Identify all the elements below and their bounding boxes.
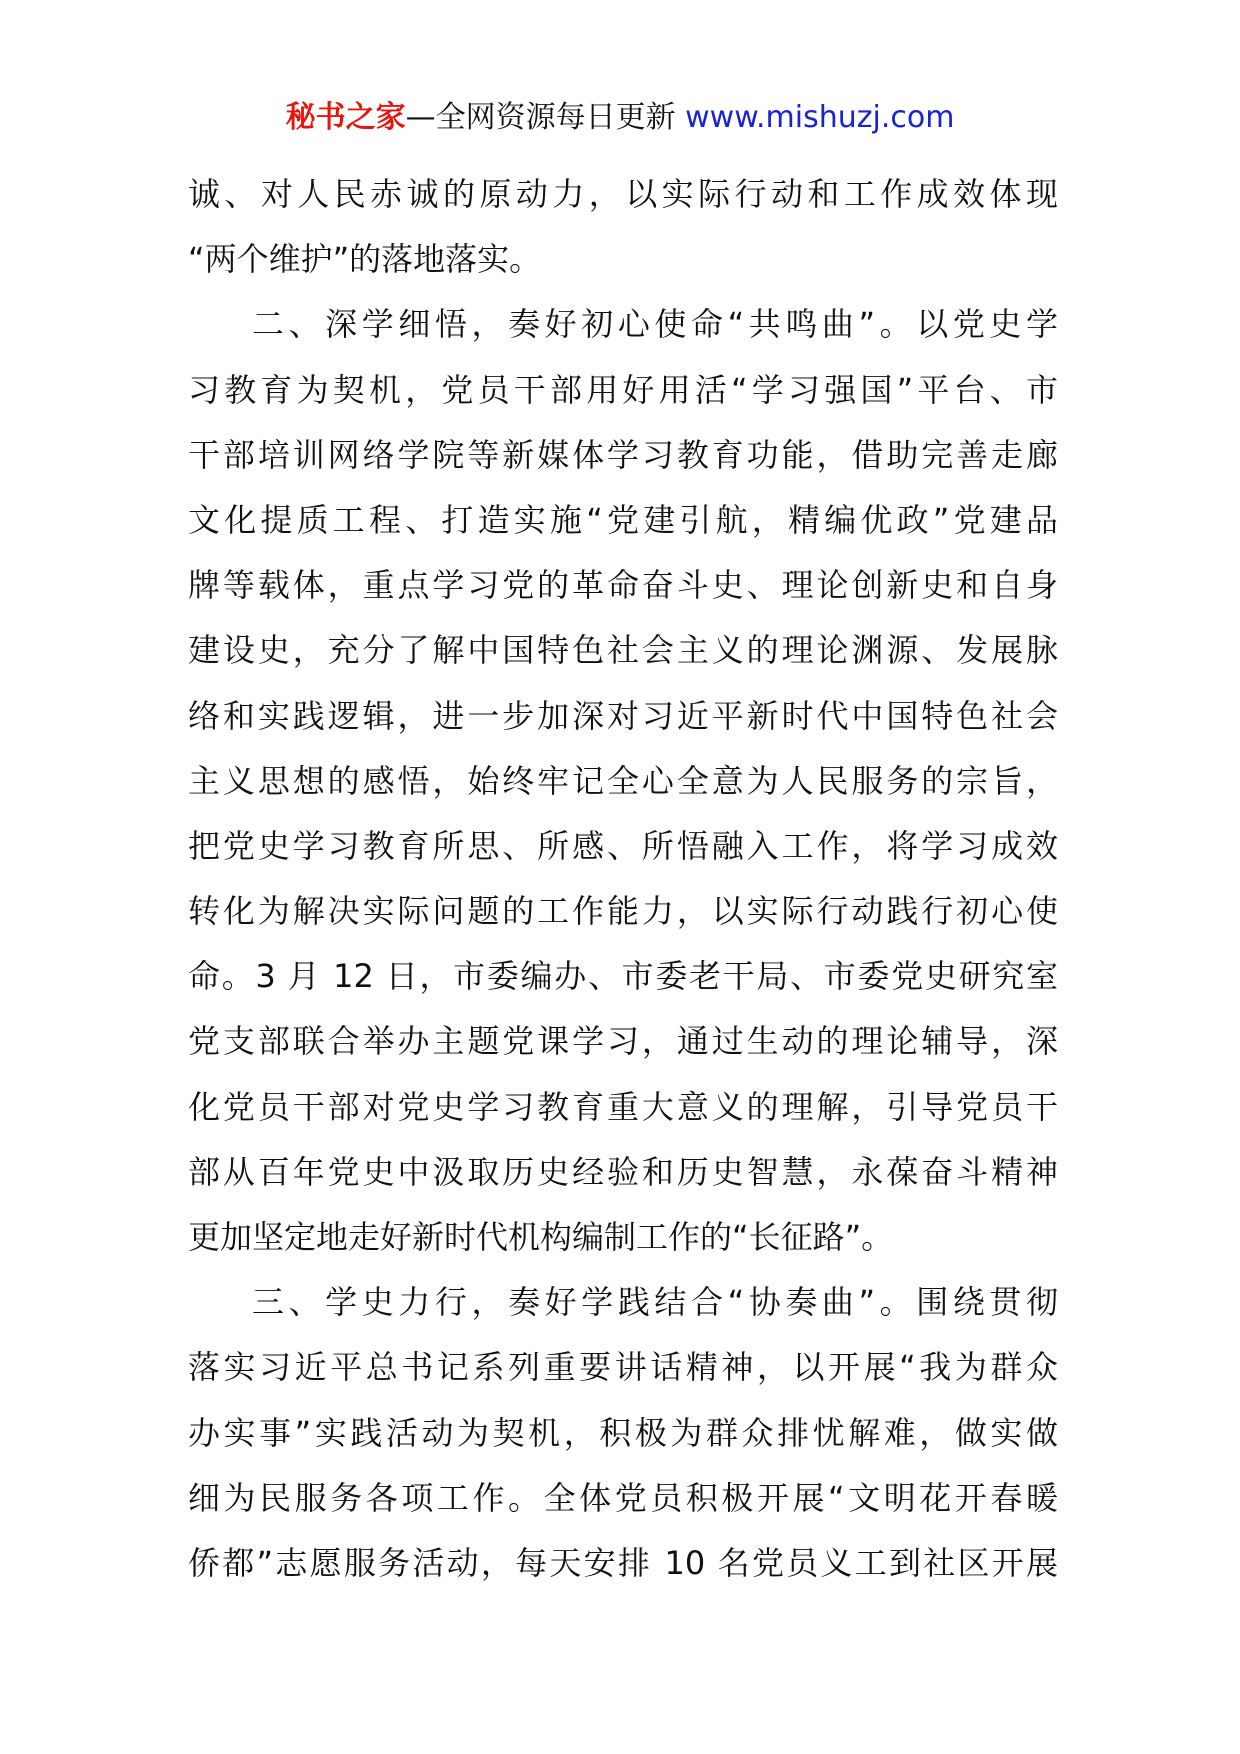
- text-line: 部从百年党史中汲取历史经验和历史智慧，永葆奋斗精神: [188, 1152, 1058, 1191]
- text-line: 把党史学习教育所思、所感、所悟融入工作，将学习成效: [188, 826, 1058, 865]
- text-line: 更加坚定地走好新时代机构编制工作的“长征路”。: [188, 1218, 894, 1256]
- brand-name: 秘书之家: [285, 100, 406, 135]
- paragraph-heading-2: 二、深学细悟，奏好初心使命“共鸣曲”。以党史学: [252, 305, 1058, 344]
- header-tagline: —全网资源每日更新: [405, 100, 676, 135]
- text-line: 侨都”志愿服务活动，每天安排 10 名党员义工到社区开展: [188, 1543, 1058, 1582]
- text-line: 党支部联合举办主题党课学习，通过生动的理论辅导，深: [188, 1022, 1058, 1061]
- site-url[interactable]: www.mishuzj.com: [685, 100, 955, 135]
- text-line: 建设史，充分了解中国特色社会主义的理论渊源、发展脉: [188, 631, 1058, 670]
- text-line: 主义思想的感悟，始终牢记全心全意为人民服务的宗旨，: [188, 761, 1058, 800]
- text-line: 牌等载体，重点学习党的革命奋斗史、理论创新史和自身: [188, 566, 1058, 605]
- paragraph-heading-3: 三、学史力行，奏好学践结合“协奏曲”。围绕贯彻: [252, 1283, 1058, 1322]
- text-line: 转化为解决实际问题的工作能力，以实际行动践行初心使: [188, 892, 1058, 931]
- text-line: 诚、对人民赤诚的原动力，以实际行动和工作成效体现: [188, 175, 1058, 213]
- text-line: 文化提质工程、打造实施“党建引航，精编优政”党建品: [188, 500, 1058, 539]
- text-line: 化党员干部对党史学习教育重大意义的理解，引导党员干: [188, 1087, 1058, 1126]
- text-line: 细为民服务各项工作。全体党员积极开展“文明花开春暖: [188, 1478, 1058, 1517]
- text-line: 习教育为契机，党员干部用好用活“学习强国”平台、市: [188, 370, 1058, 409]
- text-line: 办实事”实践活动为契机，积极为群众排忧解难，做实做: [188, 1413, 1058, 1452]
- document-body: [188, 162, 1058, 1596]
- text-line: 络和实践逻辑，进一步加深对习近平新时代中国特色社会: [188, 696, 1058, 735]
- text-line: 命。3 月 12 日，市委编办、市委老干局、市委党史研究室: [188, 957, 1058, 996]
- watermark-header: [0, 98, 1240, 138]
- text-line: 干部培训网络学院等新媒体学习教育功能，借助完善走廊: [188, 435, 1058, 474]
- text-line: 落实习近平总书记系列重要讲话精神，以开展“我为群众: [188, 1348, 1058, 1387]
- text-line: “两个维护”的落地落实。: [188, 240, 542, 279]
